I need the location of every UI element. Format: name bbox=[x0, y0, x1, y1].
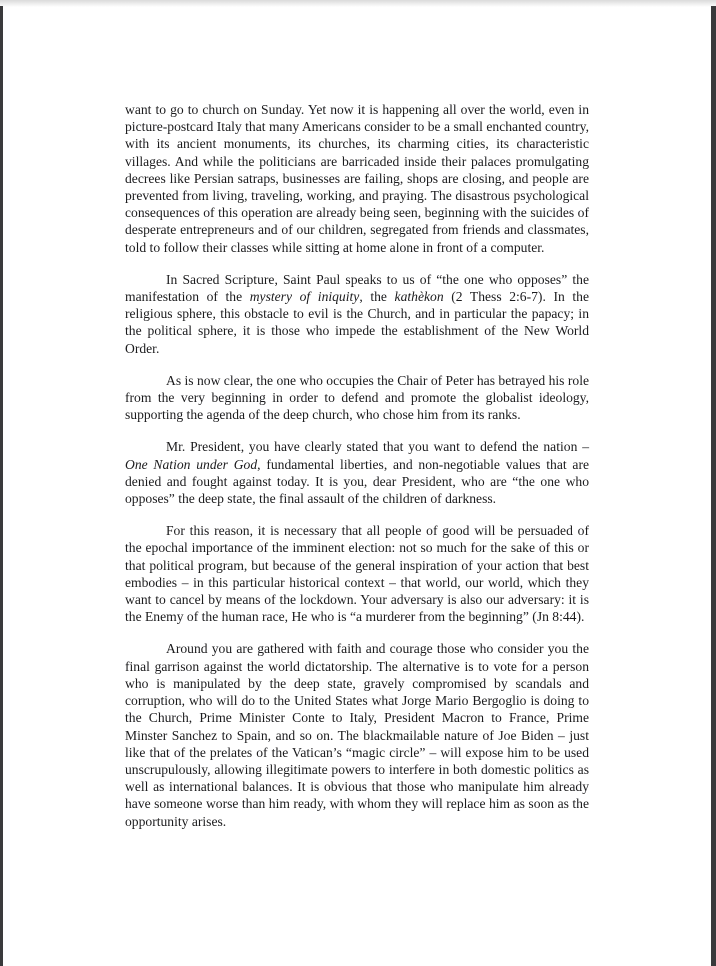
text-run: Around you are gathered with faith and courage those who consider you the final garrison against the world dictatorship. The alternative is to vote for a person who is manipulated by the deep state, gravely compromised by scandals and corruption, who will do to the United States what Jorge Mario Bergoglio is doing to the Church, Prime Minister Conte to Italy, President Macron to France, Prime Minster Sanchez to Spain, and so on. The blackmailable nature of Joe Biden – just like that of the prelates of the Vatican’s “magic circle” – will expose him to be used unscrupulously, allowing illegitimate powers to interfere in both domestic politics as well as international balances. It is obvious that those who manipulate him already have someone worse than him ready, with whom they will replace him as soon as the opportunity arises. bbox=[125, 641, 589, 829]
text-run: want to go to church on Sunday. Yet now it is happening all over the world, even in picture-postcard Italy that many Americans consider to be a small enchanted country, with its ancient monuments, its churches, its charming cities, its characteristic villages. And while the politicians are barricaded inside their palaces promulgating decrees like Persian satraps, businesses are failing, shops are closing, and people are prevented from living, traveling, working, and praying. The disastrous psychological consequences of this operation are already being seen, beginning with the suicides of desperate entrepreneurs and of our children, segregated from friends and classmates, told to follow their classes while sitting at home alone in front of a computer. bbox=[125, 102, 589, 255]
paragraph bbox=[125, 271, 589, 357]
paragraph bbox=[125, 101, 589, 256]
italic-text-run: kathèkon bbox=[394, 289, 444, 305]
text-run: (2 Thess 2:6-7). In the religious sphere, this obstacle to evil is the Church, and in particular the papacy; in the political sphere, it is those who impede the establishment of the New World Order. bbox=[125, 289, 589, 356]
text-run: For this reason, it is necessary that all people of good will be persuaded of the epochal importance of the imminent election: not so much for the sake of this or that political program, but because of the general inspiration of your action that best embodies – in this particular historical context – that world, our world, which they want to cancel by means of the lockdown. Your adversary is also our adversary: it is the Enemy of the human race, He who is “a murderer from the beginning” (Jn 8:44). bbox=[125, 523, 589, 625]
text-run: As is now clear, the one who occupies the Chair of Peter has betrayed his role from the very beginning in order to defend and promote the globalist ideology, supporting the agenda of the deep church, who chose him from its ranks. bbox=[125, 372, 589, 423]
page-text bbox=[125, 101, 589, 845]
italic-text-run: mystery of iniquity bbox=[249, 289, 360, 305]
text-run: Mr. President, you have clearly stated that you want to defend the nation – bbox=[166, 439, 589, 455]
text-run: In Sacred Scripture, Saint Paul speaks to us of “the one who opposes” the manifestation of the bbox=[125, 271, 589, 305]
paragraph bbox=[125, 372, 589, 424]
text-run: , fundamental liberties, and non-negotiable values that are denied and fought against today. It is you, dear President, who are “the one who opposes” the deep state, the final assault of the children of darkness. bbox=[125, 456, 590, 507]
paragraph bbox=[125, 640, 589, 829]
paragraph bbox=[125, 438, 589, 507]
viewer-top-shadow bbox=[0, 0, 716, 7]
paragraph bbox=[125, 522, 589, 625]
viewer-edge-right bbox=[711, 6, 716, 966]
viewer-edge-left bbox=[0, 6, 3, 966]
text-run: , the bbox=[359, 289, 395, 305]
italic-text-run: One Nation under God bbox=[125, 456, 258, 472]
